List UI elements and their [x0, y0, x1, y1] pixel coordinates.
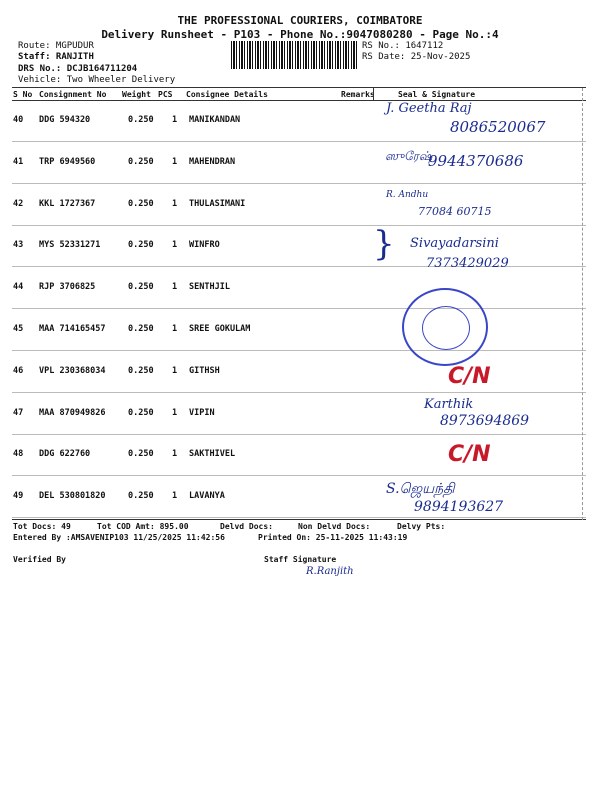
- cell-consignee: SENTHJIL: [189, 282, 230, 293]
- table-bottom-rule: [12, 519, 586, 520]
- cell-consignee: LAVANYA: [189, 491, 225, 502]
- runsheet-title: Delivery Runsheet - P103 - Phone No.:9047080280 - Page No.:4: [101, 28, 499, 41]
- cell-consignment: MAA 870949826: [39, 407, 106, 418]
- total-docs: Tot Docs: 49: [13, 522, 71, 531]
- cell-pcs: 1: [172, 324, 178, 334]
- cell-consignee: VIPIN: [189, 407, 215, 418]
- cn-mark-row-48: C/N: [448, 442, 491, 467]
- delivery-points: Delvy Pts:: [397, 522, 446, 531]
- cell-weight: 0.250: [128, 240, 154, 251]
- cell-consignment: MYS 52331271: [39, 240, 101, 251]
- cell-consignment: DEL 530801820: [39, 491, 106, 502]
- table-top-rule: [12, 87, 586, 88]
- table-row: [12, 435, 586, 476]
- table-row: [12, 352, 586, 393]
- cell-pcs: 1: [172, 115, 178, 125]
- signature-row-43: Sivayadarsini: [410, 236, 499, 251]
- cell-pcs: 1: [172, 365, 178, 376]
- table-row: [12, 268, 586, 309]
- signature-row-40: J. Geetha Raj: [386, 101, 472, 116]
- cell-pcs: 1: [172, 240, 178, 251]
- cell-weight: 0.250: [128, 491, 154, 502]
- cell-pcs: 1: [172, 491, 178, 502]
- cell-sno: 40: [13, 115, 24, 125]
- signature-row-49: S.ஜெயந்தி: [386, 481, 455, 497]
- cell-sno: 44: [13, 282, 24, 293]
- cell-consignment: VPL 230368034: [39, 365, 106, 376]
- cell-sno: 49: [13, 491, 24, 502]
- col-weight: Weight: [122, 90, 151, 99]
- col-consignment: Consignment No: [39, 90, 107, 99]
- rs-date: RS Date: 25-Nov-2025: [362, 52, 471, 62]
- cell-consignee: GITHSH: [189, 365, 220, 376]
- staff-signature: R.Ranjith: [306, 566, 354, 577]
- delivered-docs: Delvd Docs:: [220, 522, 273, 531]
- drs-number: DRS No.: DCJB164711204: [18, 64, 138, 74]
- company-name: THE PROFESSIONAL COURIERS, COIMBATORE: [177, 14, 423, 27]
- company-seal-stamp: [402, 288, 488, 366]
- table-row: [12, 185, 586, 226]
- staff-signature-label: Staff Signature: [264, 555, 337, 564]
- cell-weight: 0.250: [128, 365, 154, 376]
- cell-pcs: 1: [172, 407, 178, 418]
- phone-row-40: 8086520067: [450, 118, 546, 136]
- cell-consignment: DDG 594320: [39, 115, 91, 125]
- col-remarks: Remarks: [341, 90, 375, 99]
- phone-row-42: 77084 60715: [418, 205, 492, 218]
- cell-sno: 48: [13, 449, 24, 460]
- phone-row-43: 7373429029: [426, 256, 509, 271]
- cell-consignee: MANIKANDAN: [189, 115, 241, 125]
- cell-sno: 46: [13, 365, 24, 376]
- cell-consignee: WINFRO: [189, 240, 220, 251]
- vehicle-label: Vehicle: Two Wheeler Delivery: [18, 75, 176, 85]
- phone-row-41: 9944370686: [428, 152, 524, 170]
- cell-pcs: 1: [172, 282, 178, 293]
- cell-weight: 0.250: [128, 198, 154, 209]
- cell-consignment: TRP 6949560: [39, 156, 96, 167]
- cell-consignment: RJP 3706825: [39, 282, 96, 293]
- non-delivered-docs: Non Delvd Docs:: [298, 522, 371, 531]
- cell-weight: 0.250: [128, 449, 154, 460]
- cell-sno: 41: [13, 156, 24, 167]
- signature-row-47: Karthik: [424, 397, 474, 412]
- table-row: [12, 310, 586, 351]
- cell-pcs: 1: [172, 156, 178, 167]
- cell-sno: 47: [13, 407, 24, 418]
- cell-sno: 45: [13, 324, 24, 334]
- cell-consignment: MAA 714165457: [39, 324, 106, 334]
- cell-weight: 0.250: [128, 407, 154, 418]
- phone-row-47: 8973694869: [440, 413, 530, 429]
- cell-consignee: MAHENDRAN: [189, 156, 236, 167]
- cell-weight: 0.250: [128, 324, 154, 334]
- cell-sno: 43: [13, 240, 24, 251]
- cell-consignee: SREE GOKULAM: [189, 324, 251, 334]
- cell-consignment: DDG 622760: [39, 449, 91, 460]
- barcode: [231, 41, 359, 69]
- cell-weight: 0.250: [128, 282, 154, 293]
- cell-weight: 0.250: [128, 115, 154, 125]
- col-consignee: Consignee Details: [186, 90, 268, 99]
- cell-consignee: THULASIMANI: [189, 198, 246, 209]
- phone-row-49: 9894193627: [414, 499, 504, 515]
- rs-number: RS No.: 1647112: [362, 41, 444, 51]
- col-pcs: PCS: [158, 90, 173, 99]
- printed-on: Printed On: 25-11-2025 11:43:19: [258, 533, 408, 542]
- brace-mark: }: [373, 224, 395, 264]
- cell-pcs: 1: [172, 198, 178, 209]
- cn-mark-row-46: C/N: [448, 364, 491, 389]
- verified-by-label: Verified By: [13, 555, 66, 564]
- page-edge-rule: [582, 88, 583, 520]
- cell-sno: 42: [13, 198, 24, 209]
- cell-consignee: SAKTHIVEL: [189, 449, 236, 460]
- staff-label: Staff: RANJITH: [18, 52, 94, 62]
- route-label: Route: MGPUDUR: [18, 41, 94, 51]
- remarks-divider: [373, 88, 374, 100]
- col-seal: Seal & Signature: [398, 90, 476, 99]
- cell-weight: 0.250: [128, 156, 154, 167]
- total-cod-amount: Tot COD Amt: 895.00: [97, 522, 189, 531]
- entered-by: Entered By :AMSAVENIP103 11/25/2025 11:42:56: [13, 533, 225, 542]
- cell-pcs: 1: [172, 449, 178, 460]
- signature-row-41: ஸுரேஷ்: [385, 149, 433, 163]
- col-sno: S No: [13, 90, 33, 99]
- signature-row-42: R. Andhu: [386, 190, 429, 200]
- cell-consignment: KKL 1727367: [39, 198, 96, 209]
